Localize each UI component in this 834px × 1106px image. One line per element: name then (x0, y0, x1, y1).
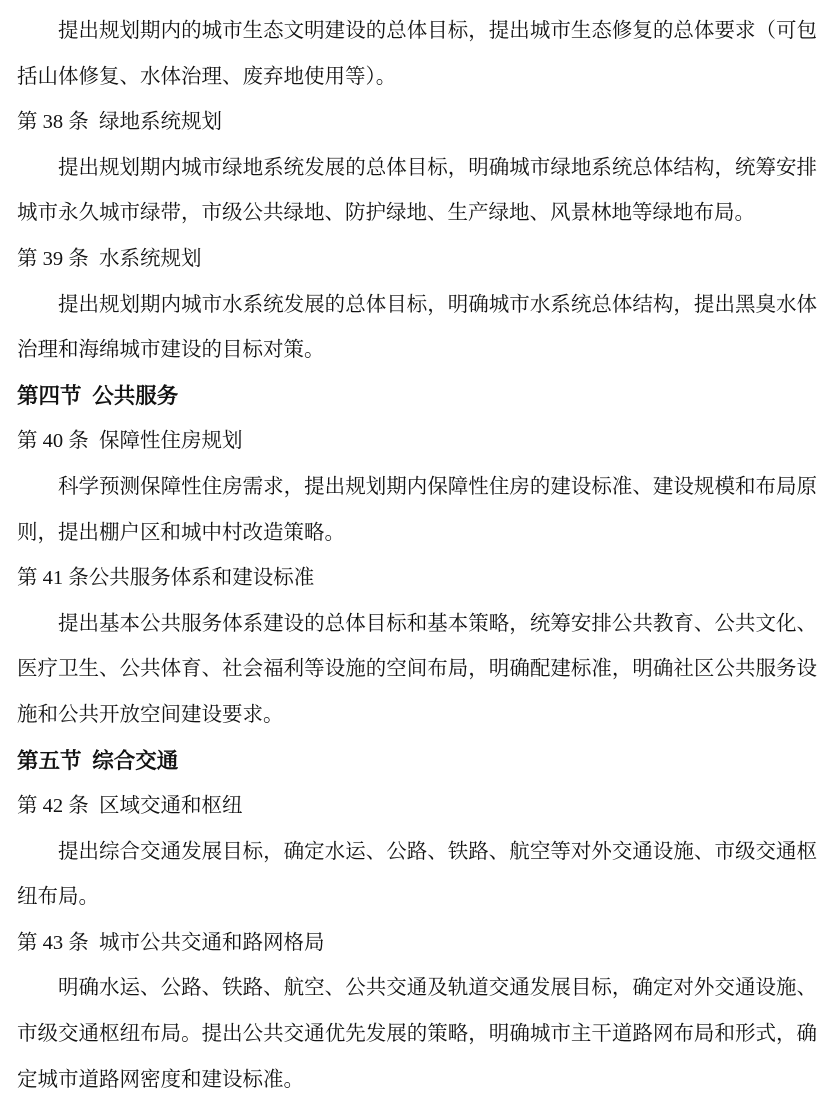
article-title: 第 39 条 水系统规划 (17, 247, 202, 270)
body-paragraph: 提出规划期内城市水系统发展的总体目标，明确城市水系统总体结构，提出黑臭水体治理和海绵城市建设的目标对策。 (17, 293, 817, 362)
body-paragraph: 提出规划期内城市绿地系统发展的总体目标，明确城市绿地系统总体结构，统筹安排城市永久城市绿带，市级公共绿地、防护绿地、生产绿地、风景林地等绿地布局。 (17, 156, 817, 225)
body-paragraph: 提出基本公共服务体系建设的总体目标和基本策略，统筹安排公共教育、公共文化、医疗卫生、公共体育、社会福利等设施的空间布局，明确配建标准，明确社区公共服务设施和公共开放空间建设要求。 (17, 612, 817, 726)
body-paragraph: 提出规划期内的城市生态文明建设的总体目标，提出城市生态修复的总体要求（可包括山体修复、水体治理、废弃地使用等）。 (17, 20, 817, 88)
body-paragraph: 科学预测保障性住房需求，提出规划期内保障性住房的建设标准、建设规模和布局原则，提出棚户区和城中村改造策略。 (17, 475, 817, 544)
article-title: 第 38 条 绿地系统规划 (17, 111, 222, 134)
article-title: 第 40 条 保障性住房规划 (17, 430, 243, 453)
article-title: 第 41 条公共服务体系和建设标准 (17, 567, 315, 590)
document-body (17, 9, 817, 1103)
article-title: 第 43 条 城市公共交通和路网格局 (17, 931, 325, 954)
body-paragraph: 明确水运、公路、铁路、航空、公共交通及轨道交通发展目标，确定对外交通设施、市级交通枢纽布局。提出公共交通优先发展的策略，明确城市主干道路网布局和形式，确定城市道路网密度和建设标准。 (17, 977, 817, 1091)
section-heading: 第四节 公共服务 (17, 383, 179, 408)
article-title: 第 42 条 区域交通和枢纽 (17, 795, 243, 818)
section-heading: 第五节 综合交通 (17, 748, 179, 773)
body-paragraph: 提出综合交通发展目标，确定水运、公路、铁路、航空等对外交通设施、市级交通枢纽布局。 (17, 840, 817, 909)
